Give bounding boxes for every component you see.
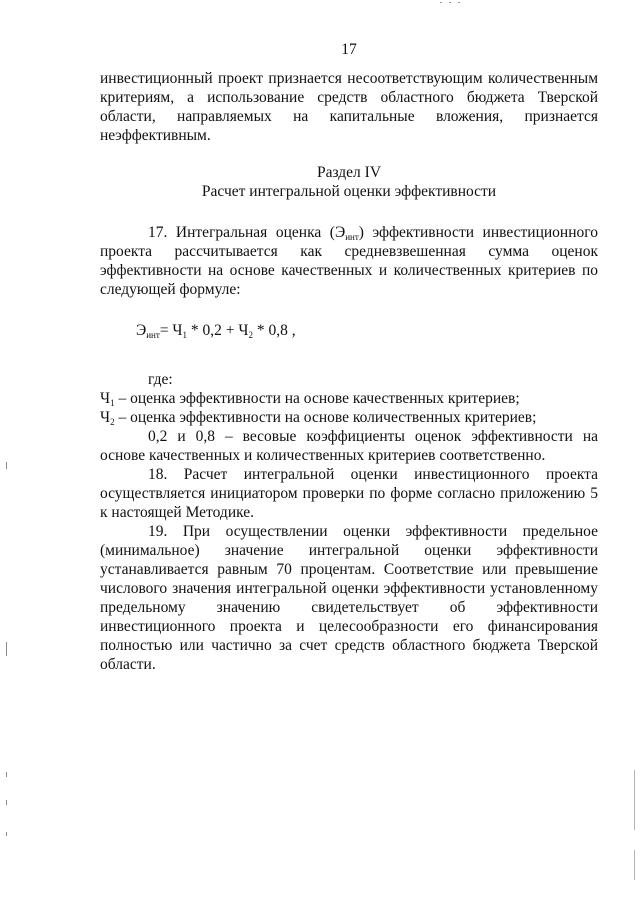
formula-equals: = Ч <box>159 322 183 339</box>
formula-term1-subscript: 1 <box>182 330 188 340</box>
definition-c1 <box>100 389 598 408</box>
formula-term2-rest: * 0,8 , <box>252 322 296 339</box>
formula-term2-subscript: 2 <box>248 330 253 340</box>
scan-artifact-line <box>6 800 7 805</box>
scan-artifact-line <box>6 642 7 656</box>
item-18-paragraph: 18. Расчет интегральной оценки инвестиционного проекта осуществляется инициатором проверки по форме согласно приложению 5 к настоящей Методике. <box>100 466 598 521</box>
item-17-text-start: 17. Интегральная оценка (Э <box>148 224 346 241</box>
definition-c2 <box>100 408 598 427</box>
scan-speck-marks <box>440 2 464 4</box>
page-number: 17 <box>341 41 357 58</box>
formula-term1-rest: * 0,2 + Ч <box>187 322 249 339</box>
where-intro: где: <box>148 371 173 388</box>
definition-c1-subscript: 1 <box>110 398 115 408</box>
definition-c2-symbol: Ч <box>100 409 111 426</box>
scan-artifact-line <box>634 850 635 880</box>
definition-c1-text: – оценка эффективности на основе качественных критериев; <box>114 390 520 407</box>
scan-artifact-line <box>634 770 635 830</box>
formula-lhs-subscript: инт <box>146 330 160 340</box>
scan-artifact-line <box>6 462 7 469</box>
item-17-symbol-subscript: инт <box>345 232 359 242</box>
definition-c1-symbol: Ч <box>100 390 111 407</box>
section-title: Расчет интегральной оценки эффективности <box>201 183 497 200</box>
integral-score-formula <box>136 321 598 340</box>
formula-lhs: Э <box>136 322 147 339</box>
item-17-text-end: ) эффективности инвестиционного проекта рассчитывается как средневзвешенная сумма оценок эффективности на основе качественных и количественных критериев по следующей формуле: <box>100 224 598 298</box>
item-19-paragraph: 19. При осуществлении оценки эффективности предельное (минимальное) значение интегральной оценки эффективности устанавливается равным 70 процентам. Соответствие или превышение числового значения интегральной оценки эффективности установленному предельному значению свидетельствует об эффективности инвестиционного проекта и целесообразности его финансирования полностью или частично за счет средств областного бюджета Тверской области. <box>100 523 598 673</box>
item-17-paragraph <box>100 223 598 299</box>
opening-paragraph: инвестиционный проект признается несоответствующим количественным критериям, а использование средств областного бюджета Тверской области, направляемых на капитальные вложения, признается неэффективным. <box>100 70 598 144</box>
definition-c2-text: – оценка эффективности на основе количественных критериев; <box>114 409 537 426</box>
definition-c2-subscript: 2 <box>110 417 115 427</box>
document-body <box>100 40 598 674</box>
section-label: Раздел IV <box>316 164 382 181</box>
scan-artifact-line <box>6 772 7 777</box>
weights-definition: 0,2 и 0,8 – весовые коэффициенты оценок эффективности на основе качественных и количественных критериев соответственно. <box>100 428 598 464</box>
scan-artifact-line <box>6 832 7 836</box>
